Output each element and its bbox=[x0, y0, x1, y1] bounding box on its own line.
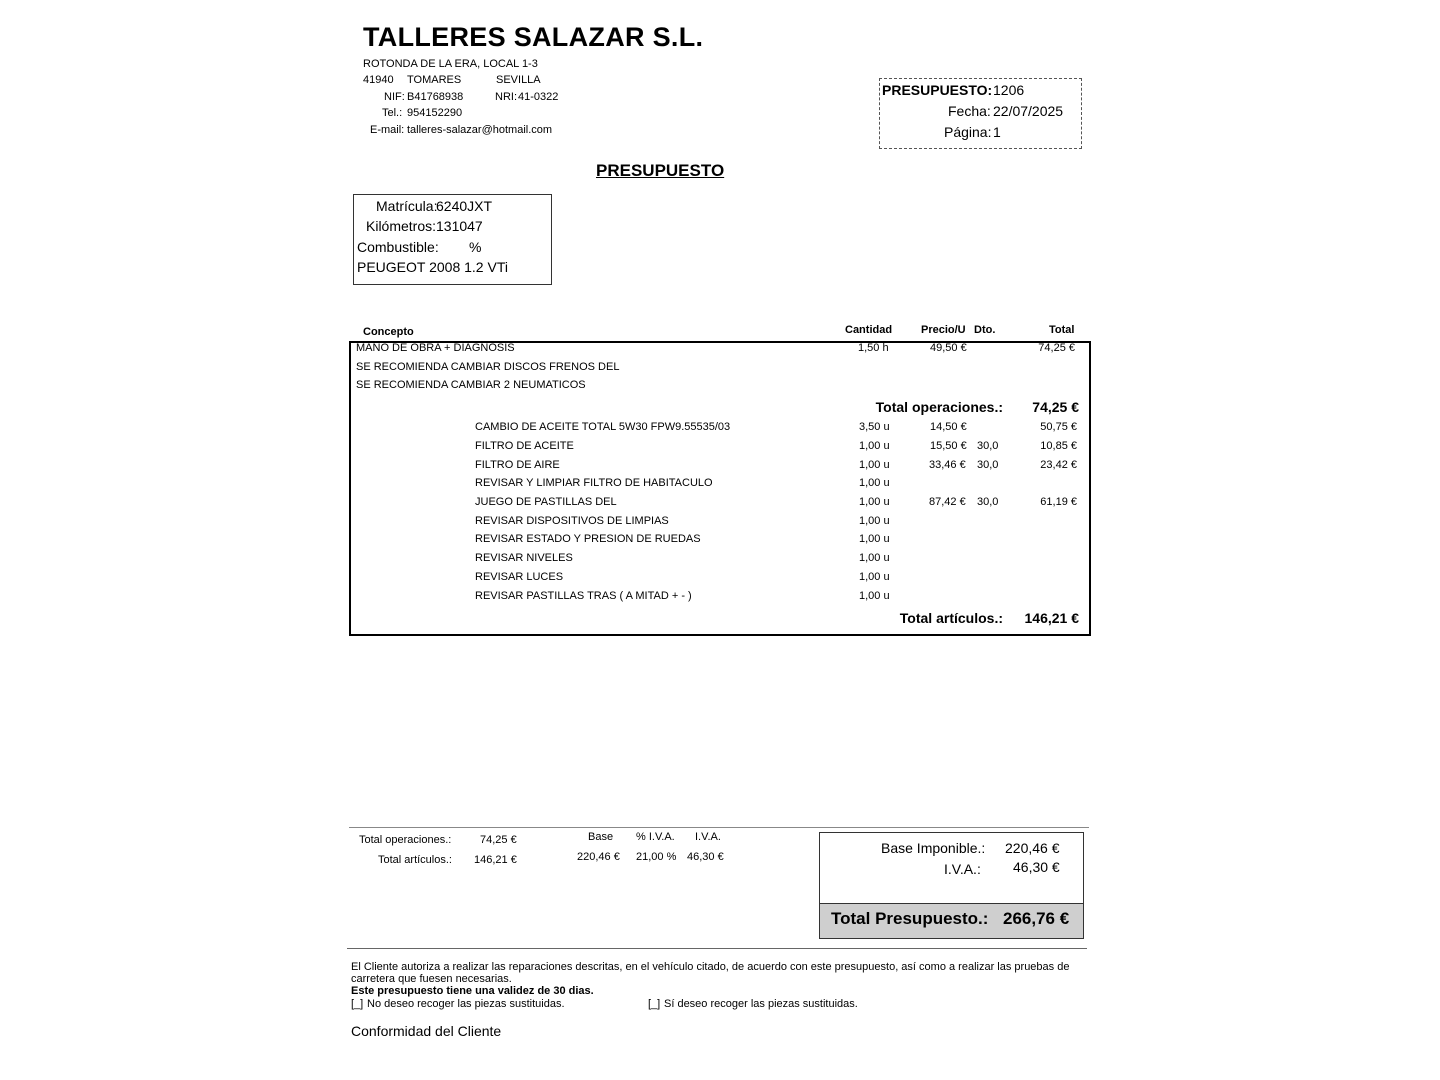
summary-iva-header: I.V.A. bbox=[695, 831, 721, 843]
company-postcode: 41940 bbox=[363, 74, 394, 86]
pagina-label: Página: bbox=[944, 124, 992, 140]
company-city: TOMARES bbox=[407, 74, 462, 86]
article-row-6-concepto: REVISAR DISPOSITIVOS DE LIMPIAS bbox=[475, 515, 669, 527]
article-row-10-cantidad: 1,00 u bbox=[859, 590, 890, 602]
tel-label: Tel.: bbox=[382, 107, 403, 119]
article-row-2-concepto: FILTRO DE ACEITE bbox=[475, 440, 574, 452]
email-label: E-mail: bbox=[370, 124, 405, 136]
matricula-value: 6240JXT bbox=[436, 198, 493, 214]
article-row-5-precio: 87,42 € bbox=[929, 496, 966, 508]
article-row-5-cantidad: 1,00 u bbox=[859, 496, 890, 508]
grand-total-value: 266,76 € bbox=[1003, 909, 1070, 928]
header-total: Total bbox=[1049, 324, 1075, 336]
article-row-3-dto: 30,0 bbox=[977, 459, 999, 471]
header-concepto: Concepto bbox=[363, 326, 414, 338]
article-row-5-total: 61,19 € bbox=[1040, 496, 1077, 508]
summary-pct-iva-value: 21,00 % bbox=[636, 851, 677, 863]
article-row-1-precio: 14,50 € bbox=[930, 421, 967, 433]
article-row-3-cantidad: 1,00 u bbox=[859, 459, 890, 471]
op-row-1-precio: 49,50 € bbox=[930, 342, 967, 354]
fecha-value: 22/07/2025 bbox=[993, 103, 1064, 119]
header-precio: Precio/U bbox=[921, 324, 966, 336]
article-row-7-concepto: REVISAR ESTADO Y PRESION DE RUEDAS bbox=[475, 533, 701, 545]
conformidad-cliente: Conformidad del Cliente bbox=[351, 1023, 502, 1039]
vehicle-model: PEUGEOT 2008 1.2 VTi bbox=[357, 259, 508, 275]
nif-label: NIF: bbox=[384, 91, 405, 103]
header-cantidad: Cantidad bbox=[845, 324, 893, 336]
article-row-5-concepto: JUEGO DE PASTILLAS DEL bbox=[475, 496, 617, 508]
op-row-1-concepto: MANO DE OBRA + DIAGNOSIS bbox=[356, 342, 515, 354]
checkbox-si-recoger[interactable]: [_] bbox=[648, 998, 661, 1010]
summary-iva-value: 46,30 € bbox=[687, 851, 724, 863]
article-row-1-concepto: CAMBIO DE ACEITE TOTAL 5W30 FPW9.55535/03 bbox=[475, 421, 731, 433]
op-row-2-concepto: SE RECOMIENDA CAMBIAR DISCOS FRENOS DEL bbox=[356, 361, 620, 373]
no-recoger-label: No deseo recoger las piezas sustituidas. bbox=[367, 998, 565, 1010]
total-operaciones-value: 74,25 € bbox=[1032, 399, 1079, 415]
combustible-label: Combustible: bbox=[357, 239, 439, 255]
summary-arts-label: Total artículos.: bbox=[378, 854, 452, 866]
nri-label: NRI: bbox=[495, 91, 517, 103]
matricula-label: Matrícula: bbox=[376, 198, 438, 214]
article-row-2-cantidad: 1,00 u bbox=[859, 440, 890, 452]
company-address: ROTONDA DE LA ERA, LOCAL 1-3 bbox=[363, 58, 538, 70]
company-name: TALLERES SALAZAR S.L. bbox=[363, 22, 704, 52]
article-row-10-concepto: REVISAR PASTILLAS TRAS ( A MITAD + - ) bbox=[475, 590, 692, 602]
document-title: PRESUPUESTO bbox=[596, 161, 725, 180]
tel-value: 954152290 bbox=[407, 107, 463, 119]
km-label: Kilómetros: bbox=[366, 218, 437, 234]
article-row-1-cantidad: 3,50 u bbox=[859, 421, 890, 433]
base-imponible-label: Base Imponible.: bbox=[881, 840, 986, 856]
summary-ops-label: Total operaciones.: bbox=[359, 834, 452, 846]
email-value: talleres-salazar@hotmail.com bbox=[407, 124, 553, 136]
article-row-3-total: 23,42 € bbox=[1040, 459, 1077, 471]
op-row-3-concepto: SE RECOMIENDA CAMBIAR 2 NEUMATICOS bbox=[356, 379, 586, 391]
km-value: 131047 bbox=[436, 218, 483, 234]
authorization-text: El Cliente autoriza a realizar las reparaciones descritas, en el vehículo citado, de acuerdo con este presupuesto, así como a realizar las pruebas de bbox=[351, 961, 1070, 973]
total-articulos-label: Total artículos.: bbox=[899, 610, 1003, 626]
checkbox-no-recoger[interactable]: [_] bbox=[351, 998, 364, 1010]
article-row-5-dto: 30,0 bbox=[977, 496, 999, 508]
base-imponible-value: 220,46 € bbox=[1005, 840, 1060, 856]
article-row-7-cantidad: 1,00 u bbox=[859, 533, 890, 545]
article-row-3-concepto: FILTRO DE AIRE bbox=[475, 459, 560, 471]
article-row-6-cantidad: 1,00 u bbox=[859, 515, 890, 527]
company-province: SEVILLA bbox=[496, 74, 541, 86]
article-row-4-concepto: REVISAR Y LIMPIAR FILTRO DE HABITACULO bbox=[475, 477, 713, 489]
op-row-1-cantidad: 1,50 h bbox=[858, 342, 889, 354]
authorization-text-2: carretera que fuesen necesarias. bbox=[351, 973, 512, 985]
total-operaciones-label: Total operaciones.: bbox=[875, 399, 1003, 415]
op-row-1-total: 74,25 € bbox=[1038, 342, 1075, 354]
article-row-9-concepto: REVISAR LUCES bbox=[475, 571, 564, 583]
article-row-3-precio: 33,46 € bbox=[929, 459, 966, 471]
grand-total-label: Total Presupuesto.: bbox=[831, 909, 989, 928]
article-row-8-cantidad: 1,00 u bbox=[859, 552, 890, 564]
article-row-4-cantidad: 1,00 u bbox=[859, 477, 890, 489]
article-row-2-dto: 30,0 bbox=[977, 440, 999, 452]
summary-arts-value: 146,21 € bbox=[474, 854, 517, 866]
presupuesto-number: 1206 bbox=[993, 82, 1025, 98]
presupuesto-label: PRESUPUESTO: bbox=[882, 82, 993, 98]
iva-value: 46,30 € bbox=[1013, 859, 1060, 875]
article-row-8-concepto: REVISAR NIVELES bbox=[475, 552, 573, 564]
footer-divider bbox=[347, 948, 1087, 949]
nif-value: B41768938 bbox=[407, 91, 464, 103]
summary-base-header: Base bbox=[588, 831, 614, 843]
validity-text: Este presupuesto tiene una validez de 30 dias. bbox=[351, 985, 594, 997]
article-row-2-total: 10,85 € bbox=[1040, 440, 1077, 452]
article-row-2-precio: 15,50 € bbox=[930, 440, 967, 452]
summary-ops-value: 74,25 € bbox=[480, 834, 517, 846]
combustible-unit: % bbox=[469, 239, 482, 255]
fecha-label: Fecha: bbox=[948, 103, 991, 119]
summary-base-value: 220,46 € bbox=[577, 851, 620, 863]
header-dto: Dto. bbox=[974, 324, 996, 336]
nri-value: 41-0322 bbox=[518, 91, 559, 103]
summary-divider bbox=[349, 827, 1089, 828]
total-articulos-value: 146,21 € bbox=[1024, 610, 1079, 626]
article-row-1-total: 50,75 € bbox=[1040, 421, 1077, 433]
iva-label: I.V.A.: bbox=[944, 861, 981, 877]
pagina-value: 1 bbox=[993, 124, 1001, 140]
summary-pct-iva-header: % I.V.A. bbox=[636, 831, 675, 843]
si-recoger-label: Sí deseo recoger las piezas sustituidas. bbox=[664, 998, 858, 1010]
article-row-9-cantidad: 1,00 u bbox=[859, 571, 890, 583]
